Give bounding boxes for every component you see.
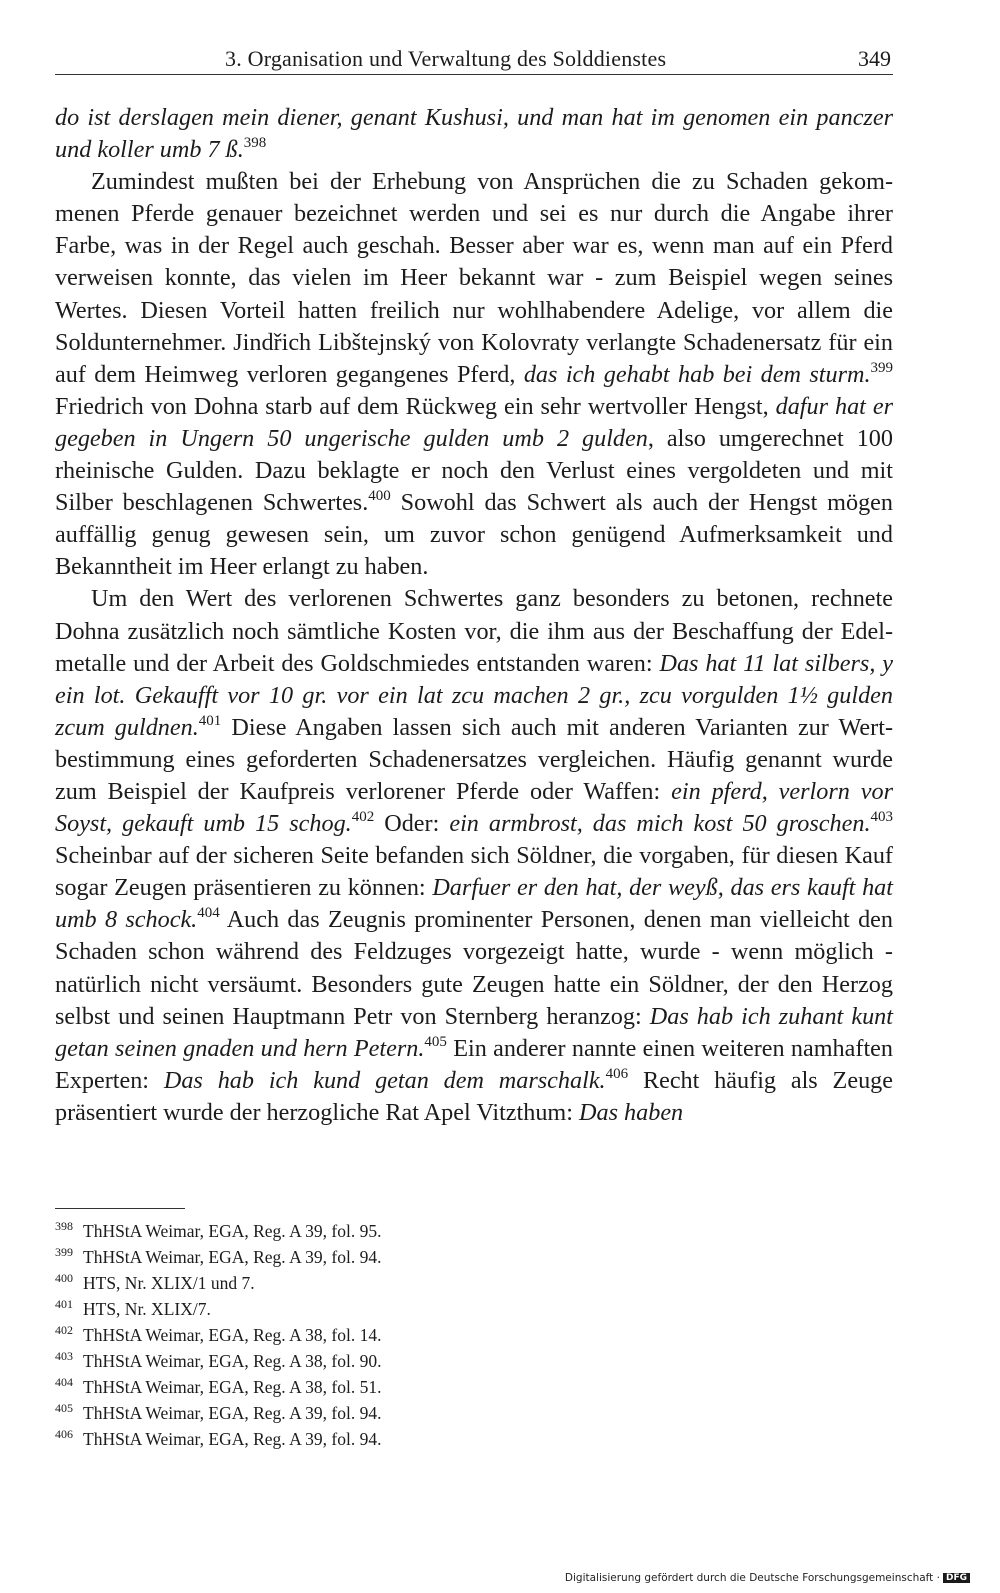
footnote-number: 405 [55,1401,73,1415]
footnote [55,1244,893,1270]
footnote-ref[interactable]: 403 [870,809,893,826]
quote: Das haben [579,1098,684,1126]
quote: Das hab ich kund getan dem marschalk. [163,1066,606,1094]
text-run: , also umgerechnet 100 rheinische Gulden. Dazu beklagte er noch den Verlust eines vergoldeten und mit Silber beschlagenen Schwertes. [55,424,893,517]
footnote [55,1348,893,1374]
text-run: Auch das Zeugnis prominenter Personen, denen man vielleicht den Schaden schon während des Feldzuges vorgezeigt hatte, wurde - wenn möglich - natürlich nicht versäumt. Besonders gute Zeugen hatte ein Söldner, der den Herzog selbst und seinen Hauptmann Petr von Sternberg heranzog: [55,906,893,1030]
paragraph-1 [55,102,893,166]
footnote-number: 398 [55,1219,73,1233]
footnote [55,1322,893,1348]
footnote-ref[interactable]: 401 [198,712,222,729]
footnote-text: ThHStA Weimar, EGA, Reg. A 38, fol. 51. [83,1377,382,1397]
quote: ein armbrost, das mich kost 50 groschen. [449,810,871,838]
text-run: Zumindest mußten bei der Erhebung von Ansprüchen die zu Schaden gekommenen Pferde genauer bezeichnet werden und sei es nur durch die Angabe ihrer Farbe, was in der Regel auch geschah. Besser aber war es, wenn man auf ein Pferd verweisen konnte, das vielen im Heer bekannt war - zum Beispiel wegen seines Wertes. Diesen Vorteil hatten freilich nur wohlhabendere Adelige, vor allem die Soldunternehmer. Jindřich Libštejnský von Kolovraty verlangte Schadenersatz für ein auf dem Heimweg verloren gegangenes Pferd, [55,168,893,388]
text-run: Recht häufig als Zeuge präsentiert wurde der herzogliche Rat Apel Vitzthum: [55,1066,893,1126]
footnote-ref[interactable]: 398 [243,135,267,152]
footnote-text: ThHStA Weimar, EGA, Reg. A 38, fol. 14. [83,1325,382,1345]
text-run: Ein anderer nannte einen weiteren namhaften Experten: [55,1034,893,1094]
footnote-number: 406 [55,1427,73,1441]
text-run: Oder: [374,810,450,838]
footnote-number: 399 [55,1245,73,1259]
footnote-number: 400 [55,1271,73,1285]
text-run: Um den Wert des verlorenen Schwertes ganz besonders zu betonen, rechnete Dohna zusätzlich noch sämtliche Kosten vor, die ihm aus der Beschaffung der Edelmetalle und der Arbeit des Goldschmiedes entstanden waren: [55,585,893,677]
footnote-text: HTS, Nr. XLIX/1 und 7. [83,1273,255,1293]
quote: dafur hat er gegeben in Ungern 50 ungerische gulden umb 2 gulden [55,392,893,452]
dfg-logo-icon: DFG [943,1573,970,1583]
footnote-number: 402 [55,1323,73,1337]
body-text [55,102,893,1129]
footnote-ref[interactable]: 400 [368,488,391,505]
footnote-number: 401 [55,1297,73,1311]
footnote-text: HTS, Nr. XLIX/7. [83,1299,211,1319]
footnote [55,1218,893,1244]
footnote-text: ThHStA Weimar, EGA, Reg. A 38, fol. 90. [83,1351,382,1371]
text-run: Friedrich von Dohna starb auf dem Rückweg ein sehr wertvoller Hengst, [55,392,776,420]
footnotes [55,1218,893,1452]
footnote [55,1296,893,1322]
page-number: 349 [858,46,891,71]
text-run: Sowohl das Schwert als auch der Hengst mögen auffällig genug gewesen sein, um zuvor schon genügend Aufmerksamkeit und Bekanntheit im Heer erlangt zu haben. [55,489,894,581]
footnote [55,1426,893,1452]
footnote-text: ThHStA Weimar, EGA, Reg. A 39, fol. 95. [83,1221,382,1241]
digitization-credit [565,1572,970,1584]
quote: ein pferd, verlorn vor Soyst, gekauft umb 15 schog. [55,777,893,838]
footnote-number: 403 [55,1349,73,1363]
text-run: Diese Angaben lassen sich auch mit anderen Varianten zur Wertbestimmung eines geforderten Schadenersatzes vergleichen. Häufig genannt wurde zum Beispiel der Kaufpreis verlorener Pferde oder Waffen: [55,713,893,805]
footnote-text: ThHStA Weimar, EGA, Reg. A 39, fol. 94. [83,1403,382,1423]
footnote-ref[interactable]: 399 [870,359,894,376]
running-head: 3. Organisation und Verwaltung des Solddienstes [225,46,667,71]
text-run: Scheinbar auf der sicheren Seite befanden sich Söldner, die vorgaben, für diesen Kauf sogar Zeugen präsentieren zu können: [55,842,893,902]
page-header [55,44,893,75]
quote: Das hab ich zuhant kunt getan seinen gnaden und hern Petern. [55,1002,893,1062]
footnote-text: ThHStA Weimar, EGA, Reg. A 39, fol. 94. [83,1429,382,1449]
quote: Darfuer er den hat, der weyß, das ers kauft hat umb 8 schock. [55,874,893,934]
footnote-ref[interactable]: 406 [605,1065,629,1082]
footnote [55,1400,893,1426]
footnote-text: ThHStA Weimar, EGA, Reg. A 39, fol. 94. [83,1247,382,1267]
quote: do ist derslagen mein diener, genant Kushusi, und man hat im genomen ein panczer und koller umb 7 ß. [55,104,893,164]
credit-text: Digitalisierung gefördert durch die Deutsche Forschungsgemeinschaft · [564,1572,940,1584]
footnote [55,1270,893,1296]
quote: Das hat 11 lat silbers, y ein lot. Gekaufft vor 10 gr. vor ein lat zcu machen 2 gr., zcu vorgulden 1½ gulden zcum guldnen. [55,649,893,741]
footnote [55,1374,893,1400]
quote: das ich gehabt hab bei dem sturm. [523,360,871,388]
paragraph-3 [55,583,893,1129]
footnote-ref[interactable]: 402 [351,809,375,826]
footnote-divider [55,1208,185,1209]
paragraph-2 [55,166,893,583]
footnote-ref[interactable]: 404 [197,905,220,922]
footnote-ref[interactable]: 405 [424,1033,447,1050]
footnote-number: 404 [55,1375,73,1389]
